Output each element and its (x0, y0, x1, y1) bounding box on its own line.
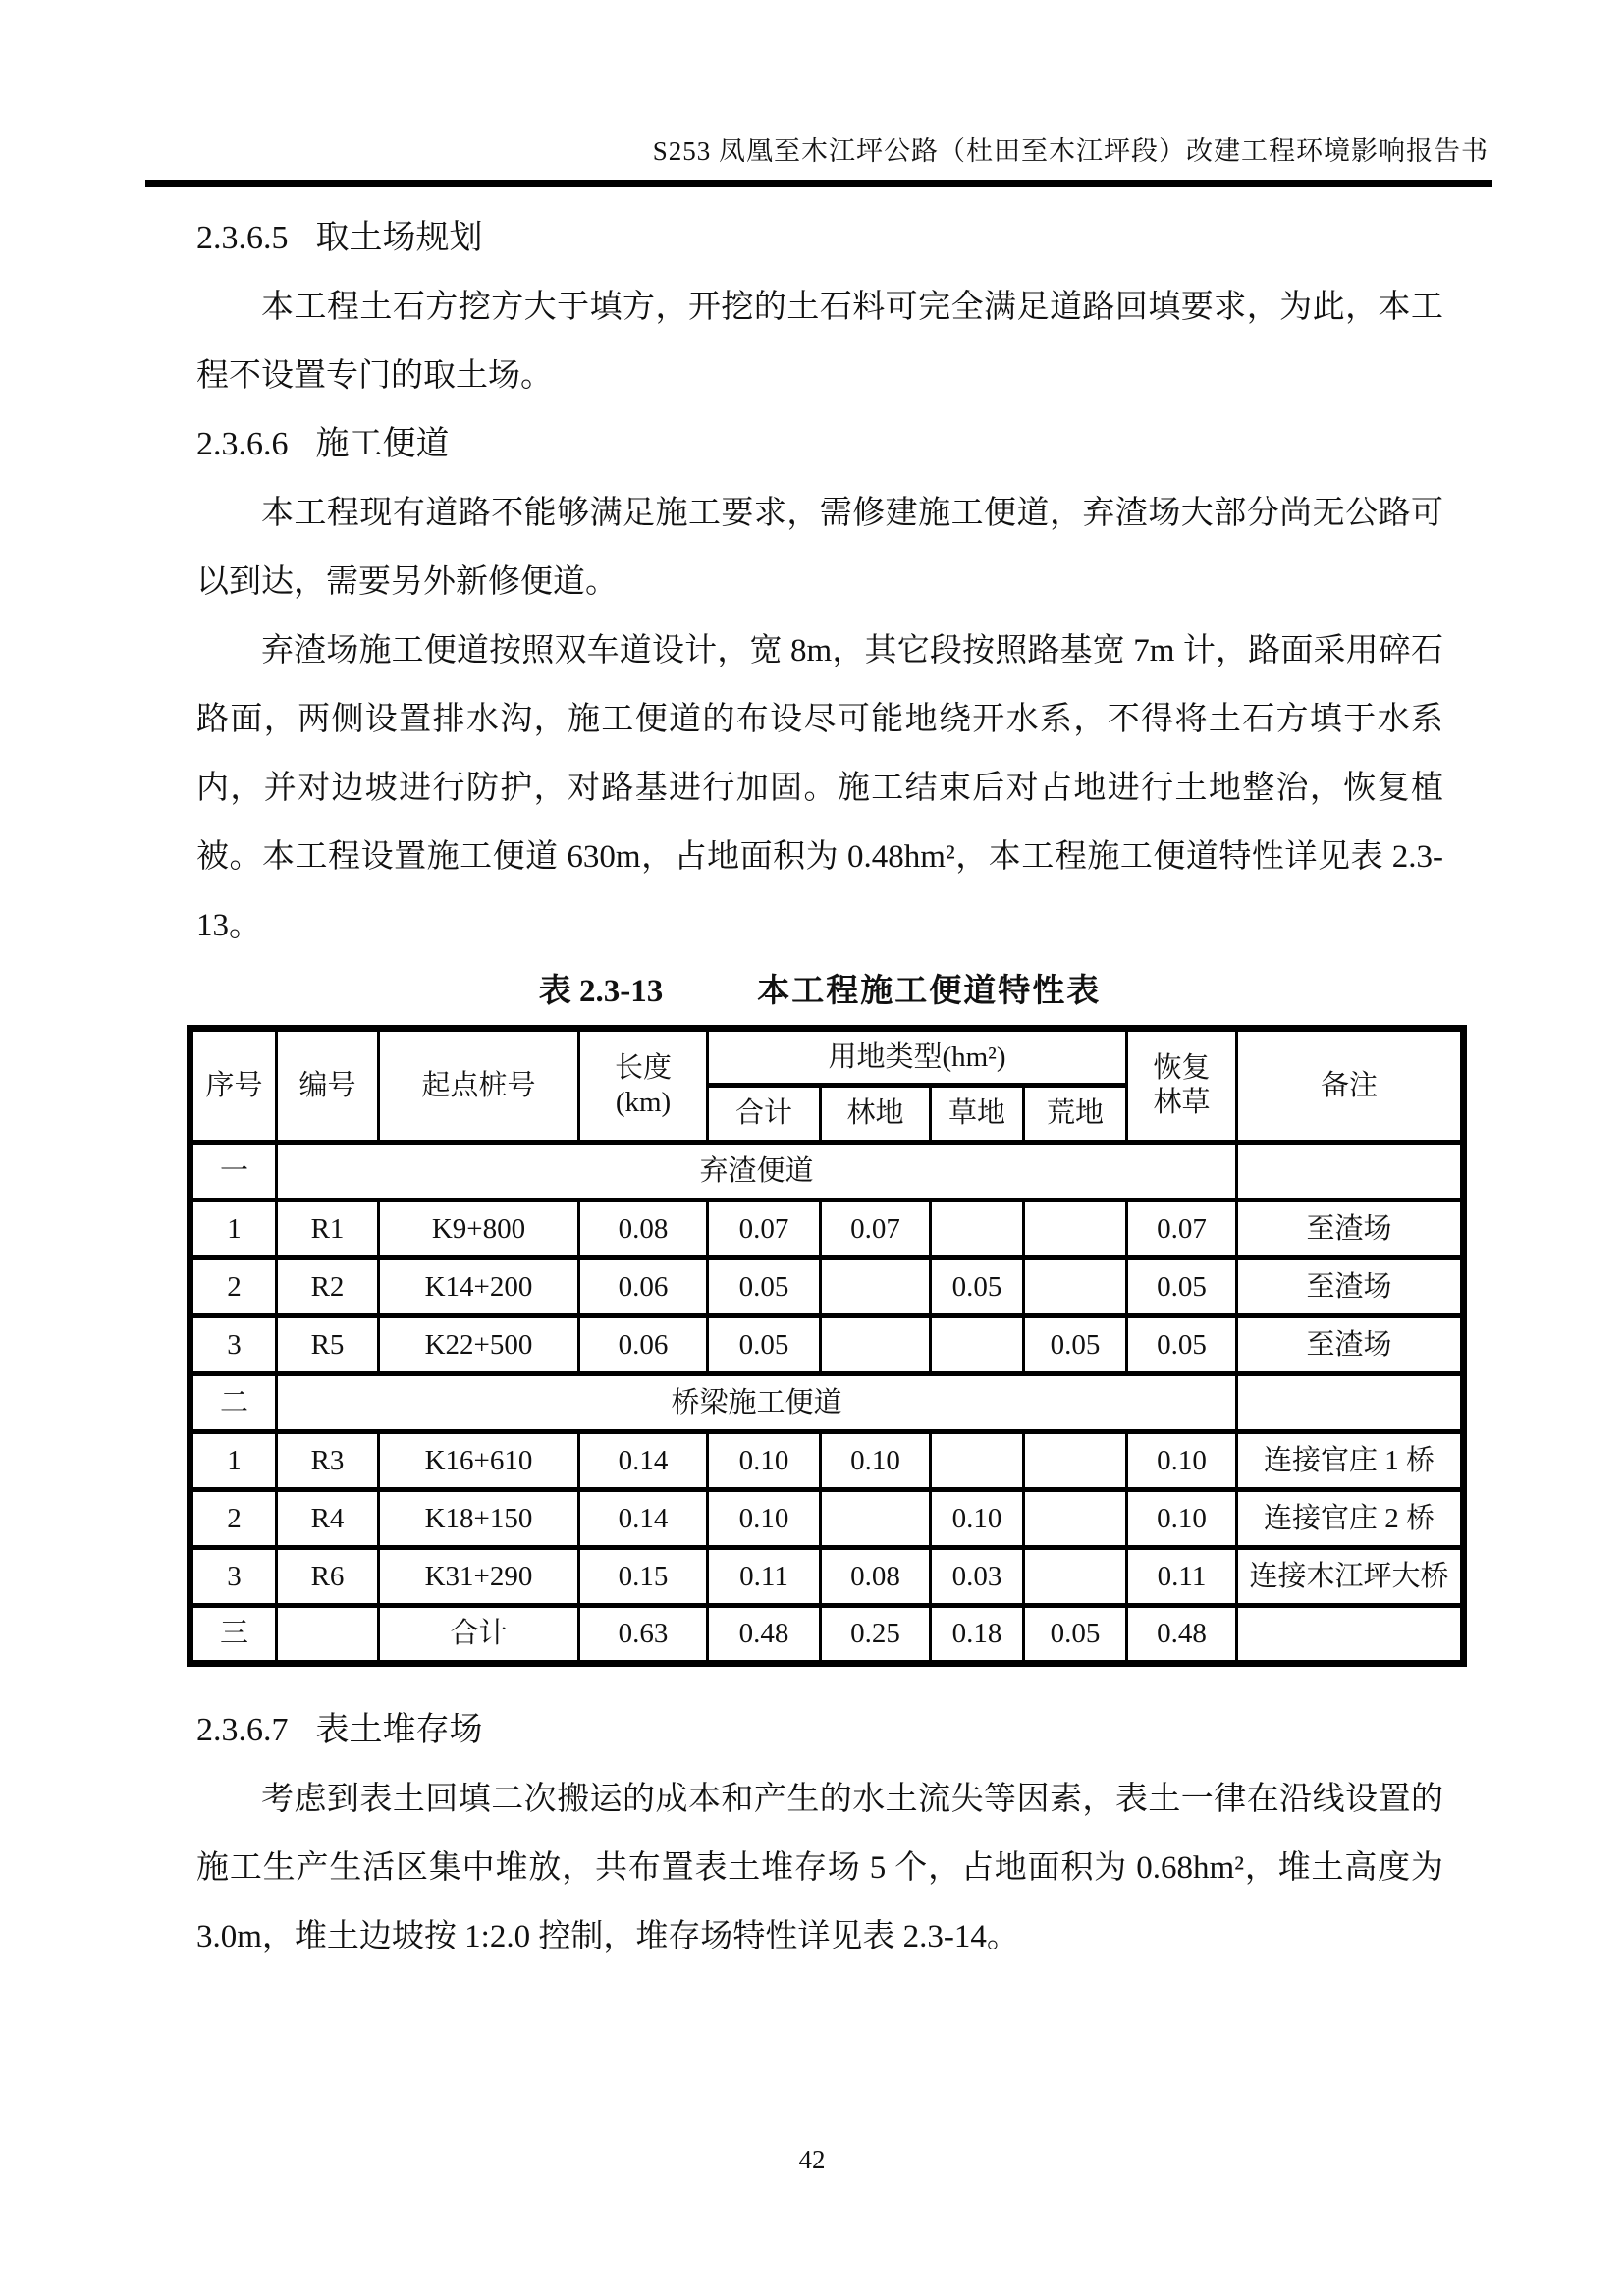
section-row-title: 桥梁施工便道 (277, 1374, 1237, 1432)
col-header-restore: 恢复 林草 (1127, 1029, 1237, 1143)
section-heading-access-road (196, 410, 1443, 479)
table-row: 3 R5 K22+500 0.06 0.05 0.05 0.05 至渣场 (190, 1316, 1464, 1374)
section-title: 表土堆存场 (315, 1712, 483, 1748)
header-rule (145, 180, 1492, 187)
section-title: 取土场规划 (315, 220, 483, 256)
col-header-total: 合计 (708, 1086, 821, 1143)
paragraph: 本工程土石方挖方大于填方，开挖的土石料可完全满足道路回填要求，为此，本工程不设置专门的取土场。 (196, 290, 1443, 394)
section-number: 2.3.6.6 (196, 426, 289, 462)
table-caption (196, 966, 1443, 1017)
section-row-title: 弃渣便道 (277, 1143, 1237, 1201)
table-row: 2 R2 K14+200 0.06 0.05 0.05 0.05 至渣场 (190, 1258, 1464, 1316)
section-number: 2.3.6.5 (196, 220, 289, 256)
page-footer (0, 2145, 1624, 2175)
table-row: 2 R4 K18+150 0.14 0.10 0.10 0.10 连接官庄 2 桥 (190, 1490, 1464, 1548)
table-row: 3 R6 K31+290 0.15 0.11 0.08 0.03 0.11 连接木江坪大桥 (190, 1548, 1464, 1606)
col-header-grass: 草地 (931, 1086, 1024, 1143)
table-row: 1 R1 K9+800 0.08 0.07 0.07 0.07 至渣场 (190, 1201, 1464, 1258)
col-header-stake: 起点桩号 (379, 1029, 579, 1143)
col-header-no: 序号 (190, 1029, 277, 1143)
page-number: 42 (798, 2145, 826, 2174)
document-body (196, 204, 1449, 1971)
section-heading-topsoil (196, 1696, 1443, 1765)
table-row: 1 R3 K16+610 0.14 0.10 0.10 0.10 连接官庄 1 桥 (190, 1432, 1464, 1490)
section-heading-borrow-pit (196, 204, 1443, 273)
table-caption-title: 本工程施工便道特性表 (757, 974, 1102, 1009)
section-title: 施工便道 (315, 426, 450, 462)
col-header-barren: 荒地 (1024, 1086, 1127, 1143)
header-title: S253 凤凰至木江坪公路（杜田至木江坪段）改建工程环境影响报告书 (652, 136, 1489, 166)
table-header-row (190, 1029, 1464, 1086)
section-number: 2.3.6.7 (196, 1712, 289, 1748)
col-header-note: 备注 (1237, 1029, 1464, 1143)
paragraph: 本工程现有道路不能够满足施工要求，需修建施工便道，弃渣场大部分尚无公路可以到达，需要另外新修便道。 (196, 496, 1443, 600)
paragraph: 考虑到表土回填二次搬运的成本和产生的水土流失等因素，表土一律在沿线设置的施工生产生活区集中堆放，共布置表土堆存场 5 个，占地面积为 0.68hm²，堆土高度为 3.0m，堆土边坡按 1:2.0 控制，堆存场特性详见表 2.3-14。 (196, 1782, 1443, 1954)
construction-road-table (187, 1025, 1467, 1667)
section-row-bridge-roads: 二 桥梁施工便道 (190, 1374, 1464, 1432)
col-header-forest: 林地 (821, 1086, 931, 1143)
table-caption-label: 表 2.3-13 (538, 974, 664, 1009)
paragraph: 弃渣场施工便道按照双车道设计，宽 8m，其它段按照路基宽 7m 计，路面采用碎石路面，两侧设置排水沟，施工便道的布设尽可能地绕开水系，不得将土石方填于水系内，并对边坡进行防护，对路基进行加固。施工结束后对占地进行土地整治，恢复植被。本工程设置施工便道 630m，占地面积为 0.48hm²，本工程施工便道特性详见表 2.3-13。 (196, 633, 1443, 943)
page-header (145, 0, 1492, 187)
total-row: 三 合计 0.63 0.48 0.25 0.18 0.05 0.48 (190, 1606, 1464, 1664)
section-row-dump-roads: 一 弃渣便道 (190, 1143, 1464, 1201)
col-header-id: 编号 (277, 1029, 379, 1143)
col-header-landuse: 用地类型(hm²) (708, 1029, 1127, 1086)
col-header-length: 长度 (km) (579, 1029, 708, 1143)
